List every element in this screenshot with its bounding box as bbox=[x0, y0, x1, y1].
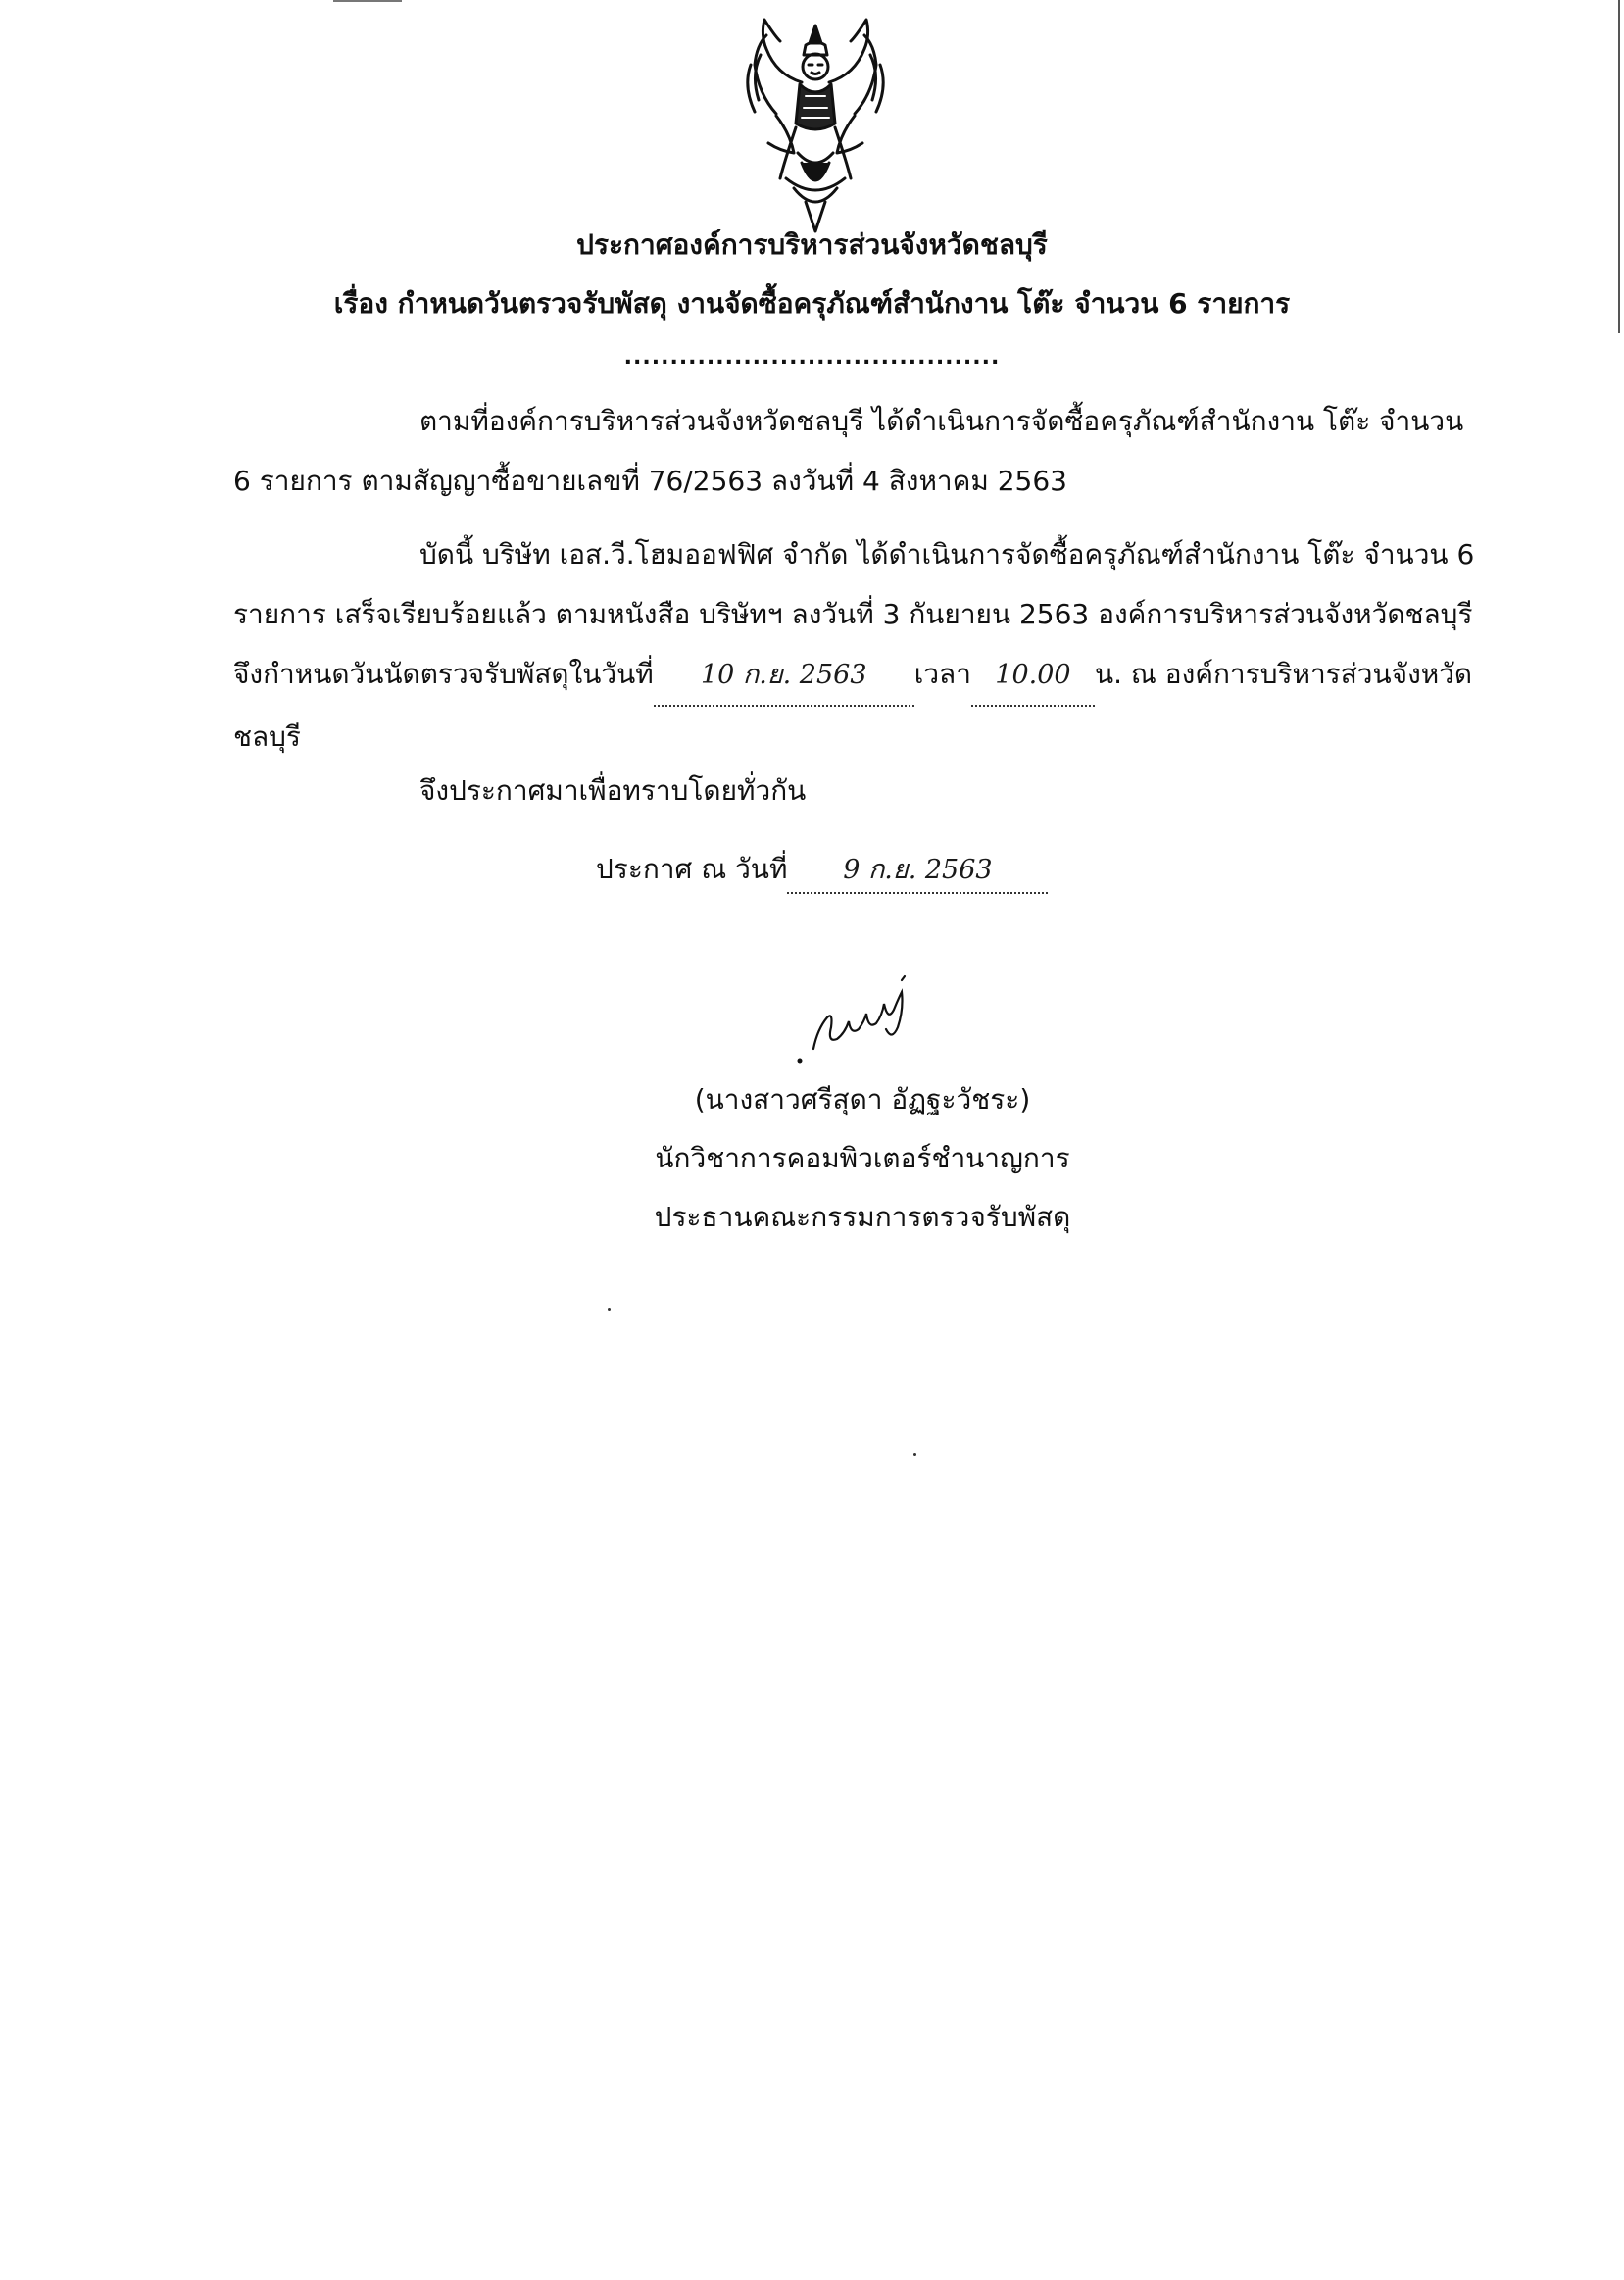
garuda-emblem-icon bbox=[737, 6, 894, 239]
document-subject: เรื่อง กำหนดวันตรวจรับพัสดุ งานจัดซื้อครุภัณฑ์สำนักงาน โต๊ะ จำนวน 6 รายการ bbox=[333, 287, 1291, 320]
signatory-position: นักวิชาการคอมพิวเตอร์ชำนาญการ bbox=[655, 1142, 1070, 1174]
paragraph-1-text: ตามที่องค์การบริหารส่วนจังหวัดชลบุรี ได้ดำเนินการจัดซื้อครุภัณฑ์สำนักงาน โต๊ะ จำนวน 6 รายการ ตามสัญญาซื้อขายเลขที่ 76/2563 ลงวันที่ 4 สิงหาคม 2563 bbox=[233, 405, 1464, 497]
scan-edge-line bbox=[1618, 0, 1620, 333]
paragraph-2-text: บัดนี้ บริษัท เอส.วี.โฮมออฟฟิศ จำกัด ได้ดำเนินการจัดซื้อครุภัณฑ์สำนักงาน โต๊ะ จำนวน 6 รายการ เสร็จเรียบร้อยแล้ว ตามหนังสือ บริษัทฯ ลงวันที่ 3 กันยายน 2563 องค์การบริหารส่วนจังหวัดชลบุรี จึงกำหนดวันนัดตรวจรับพัสดุในวันที่ bbox=[233, 538, 1475, 690]
body-paragraph-2 bbox=[233, 524, 1476, 767]
inspection-date-field: 10 ก.ย. 2563 bbox=[654, 645, 914, 707]
scan-speck bbox=[913, 1453, 916, 1456]
time-label: เวลา bbox=[913, 658, 971, 690]
announcement-date-field: 9 ก.ย. 2563 bbox=[787, 849, 1048, 894]
title-separator: ......................................... bbox=[623, 345, 1001, 370]
body-paragraph-1 bbox=[233, 391, 1476, 511]
signatory-name: (นางสาวศรีสุดา อัฏฐะวัชระ) bbox=[694, 1083, 1031, 1115]
announcement-line: จึงประกาศมาเพื่อทราบโดยทั่วกัน bbox=[419, 774, 807, 807]
scan-speck bbox=[608, 1308, 611, 1311]
handwritten-signature-icon bbox=[792, 970, 929, 1068]
announcement-date bbox=[596, 848, 1048, 894]
document-title: ประกาศองค์การบริหารส่วนจังหวัดชลบุรี bbox=[576, 228, 1048, 261]
signatory-role: ประธานคณะกรรมการตรวจรับพัสดุ bbox=[654, 1201, 1071, 1233]
inspection-time-field: 10.00 bbox=[971, 645, 1095, 707]
paragraph-2-ending: น. ณ องค์การบริหารส่วนจังหวัดชลบุรี bbox=[233, 658, 1473, 753]
scan-top-mark bbox=[333, 0, 402, 2]
date-label: ประกาศ ณ วันที่ bbox=[596, 853, 788, 885]
